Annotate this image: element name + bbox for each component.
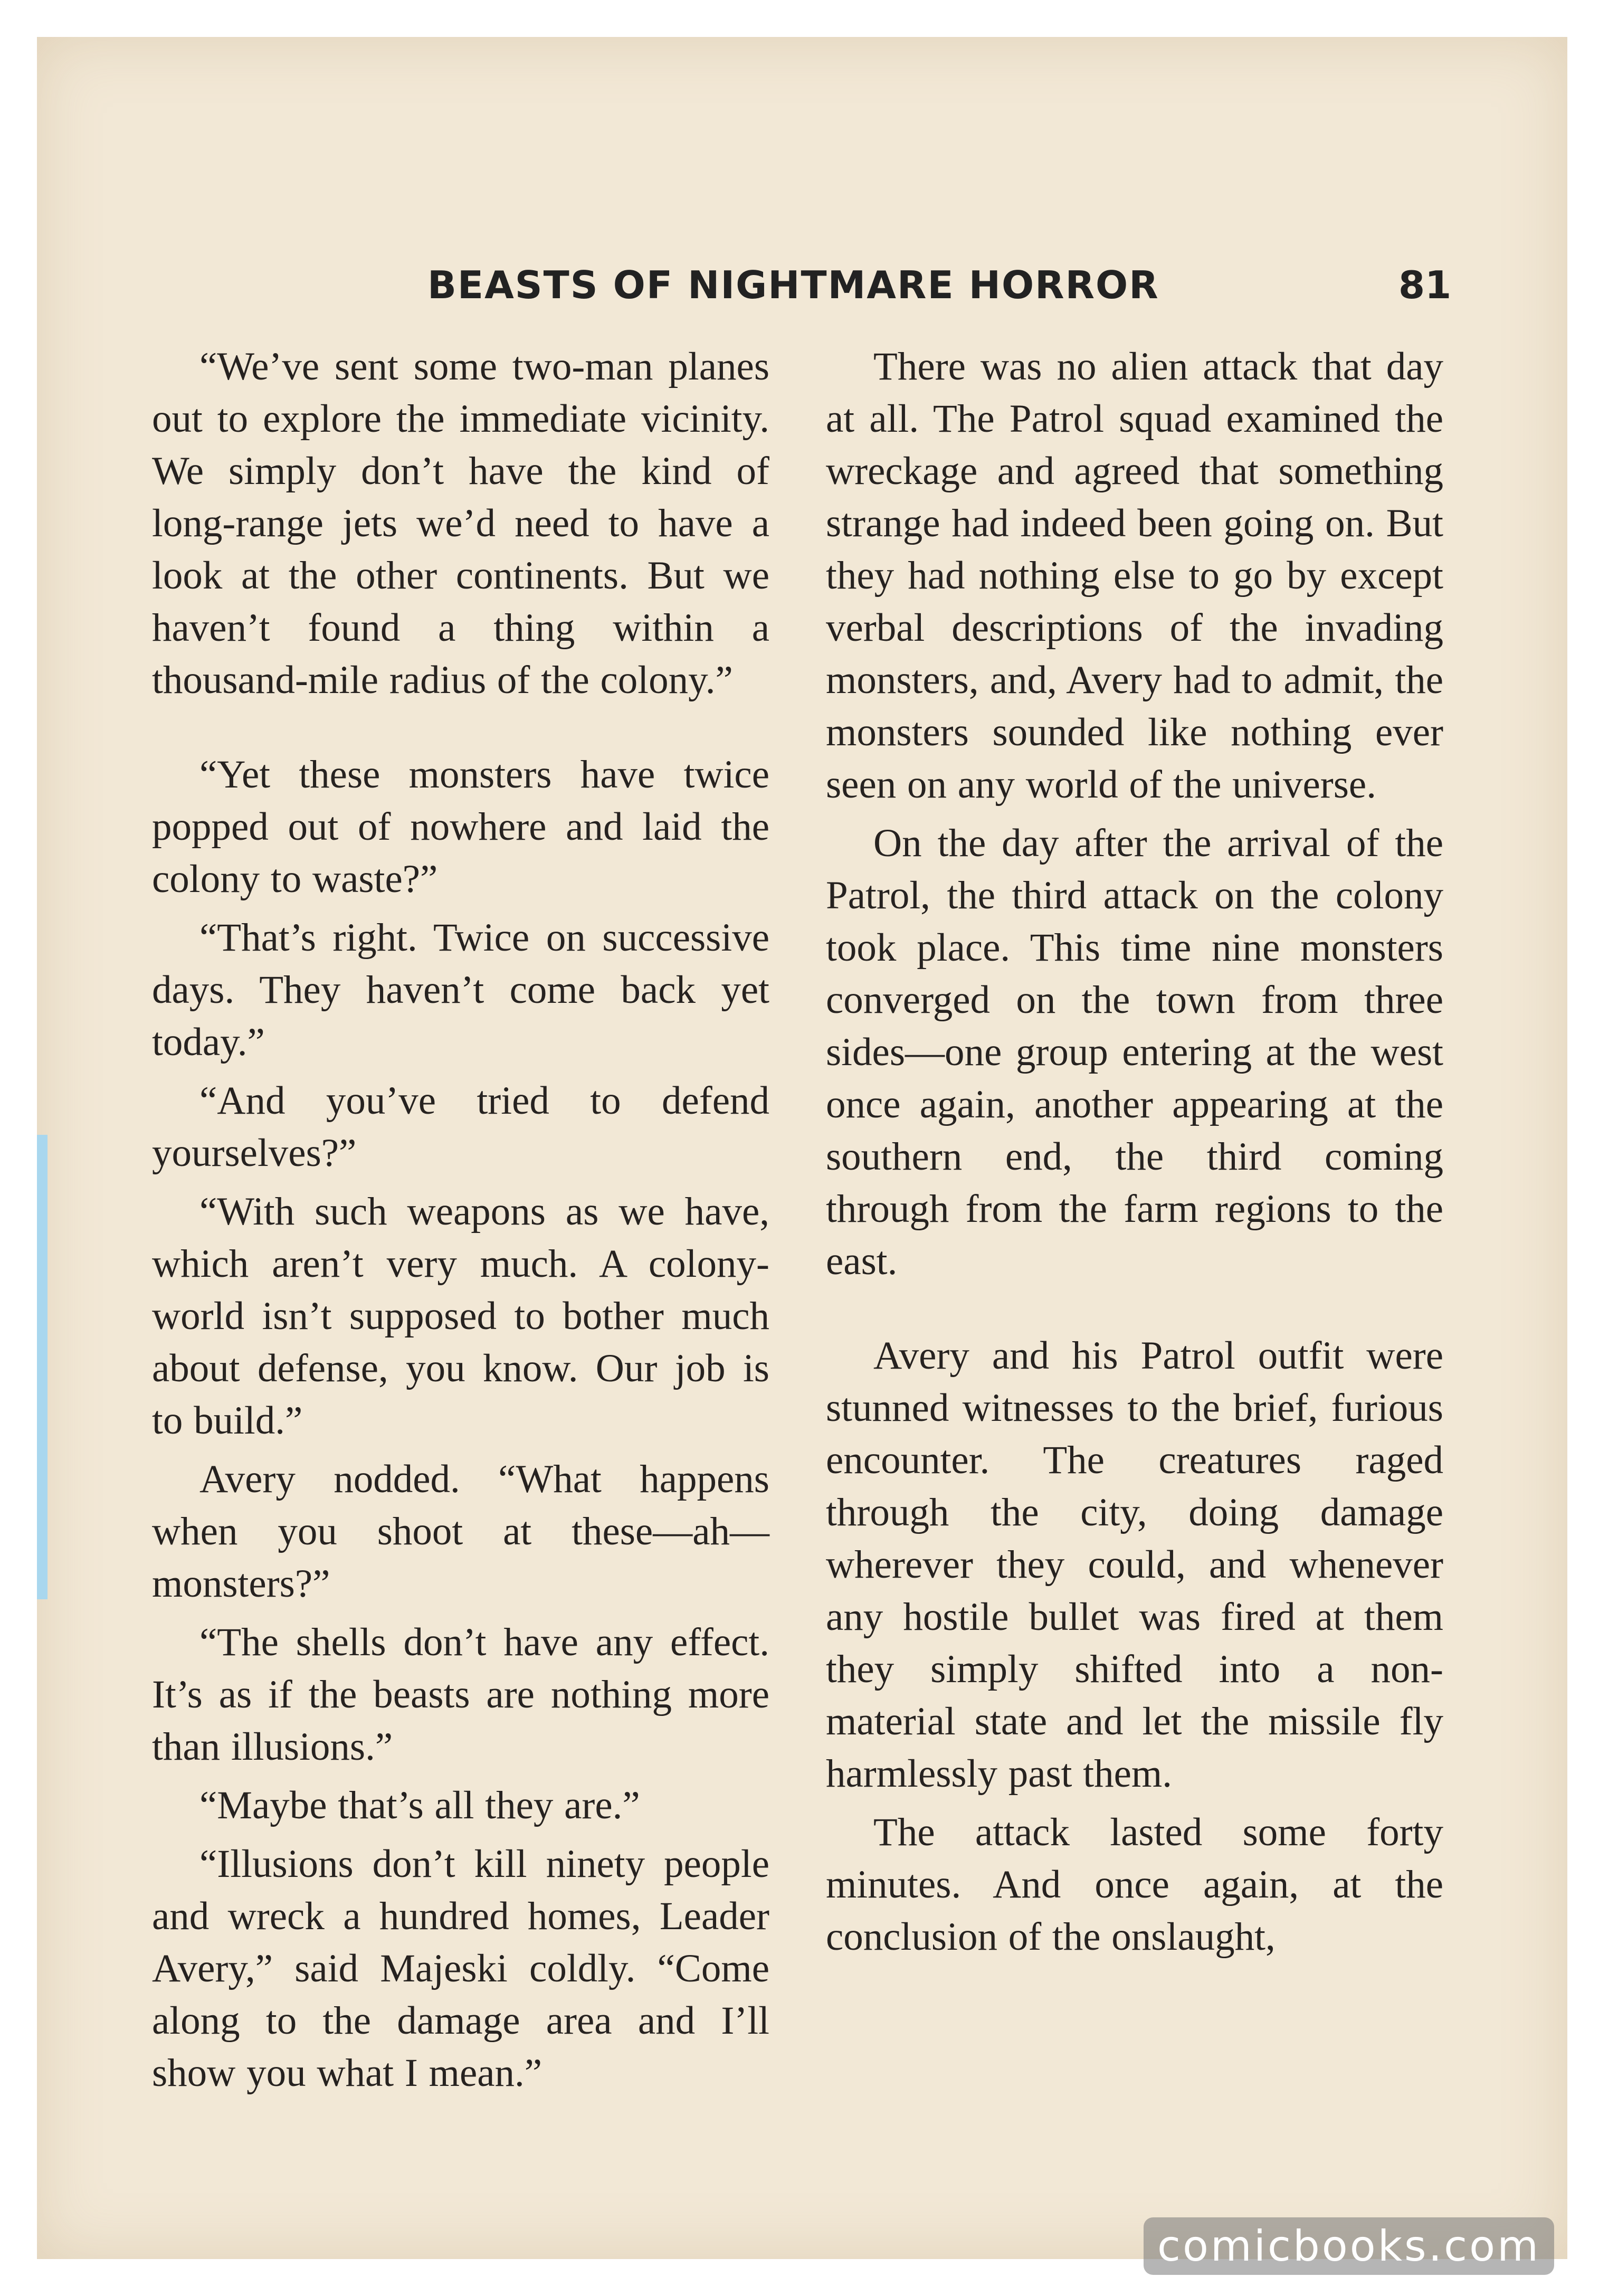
running-header	[37, 243, 1567, 322]
left-paragraph: “We’ve sent some two-man planes out to explore the immediate vicinity. We simply don’t have the kind of long-range jets we’d need to have a look at the other continents. But we haven’t found a thing within a thousand-mile radius of the colony.”	[152, 345, 769, 702]
right-column	[826, 340, 1443, 1963]
right-paragraph: Avery and his Patrol outfit were stunned witnesses to the brief, furious encounter. The creatures raged through the city, doing damage wherever they could, and whenever any hostile bullet was fired at them they simply shifted into a non-material state and let the missile fly harmlessly past them.	[826, 1334, 1443, 1796]
left-paragraph: “That’s right. Twice on successive days. They haven’t come back yet today.”	[152, 916, 769, 1064]
running-title: BEASTS OF NIGHTMARE HORROR	[427, 263, 1159, 307]
left-paragraph: “And you’ve tried to defend yourselves?”	[152, 1079, 769, 1175]
right-paragraph: On the day after the arrival of the Patrol, the third attack on the colony took place. This time nine monsters converged on the town from three sides—one group entering at the west once again, another appearing at the southern end, the third coming through from the farm regions to the east.	[826, 821, 1443, 1283]
left-paragraph: Avery nodded. “What happens when you shoot at these—ah—monsters?”	[152, 1457, 769, 1606]
left-paragraph: “The shells don’t have any effect. It’s as if the beasts are nothing more than illusions.”	[152, 1620, 769, 1769]
book-page	[37, 37, 1567, 2259]
left-paragraph: “With such weapons as we have, which aren’t very much. A colony-world isn’t supposed to bother much about defense, you know. Our job is to build.”	[152, 1190, 769, 1443]
site-watermark: comicbooks.com	[1144, 2217, 1554, 2275]
left-paragraph: “Maybe that’s all they are.”	[199, 1783, 640, 1827]
scan-edge-mark	[37, 1135, 47, 1599]
right-paragraph: There was no alien attack that day at all. The Patrol squad examined the wreckage and agreed that something strange had indeed been going on. But they had nothing else to go by except verbal descriptions of the invading monsters, and, Avery had to admit, the monsters sounded like nothing ever seen on any world of the universe.	[826, 345, 1443, 807]
left-column	[152, 340, 769, 2099]
right-paragraph: The attack lasted some forty minutes. And once again, at the conclusion of the onslaught,	[826, 1810, 1443, 1959]
page-number: 81	[1398, 263, 1452, 307]
left-paragraph: “Yet these monsters have twice popped out of nowhere and laid the colony to waste?”	[152, 753, 769, 901]
left-paragraph: “Illusions don’t kill ninety people and wreck a hundred homes, Leader Avery,” said Majeski coldly. “Come along to the damage area and I’ll show you what I mean.”	[152, 1842, 769, 2095]
